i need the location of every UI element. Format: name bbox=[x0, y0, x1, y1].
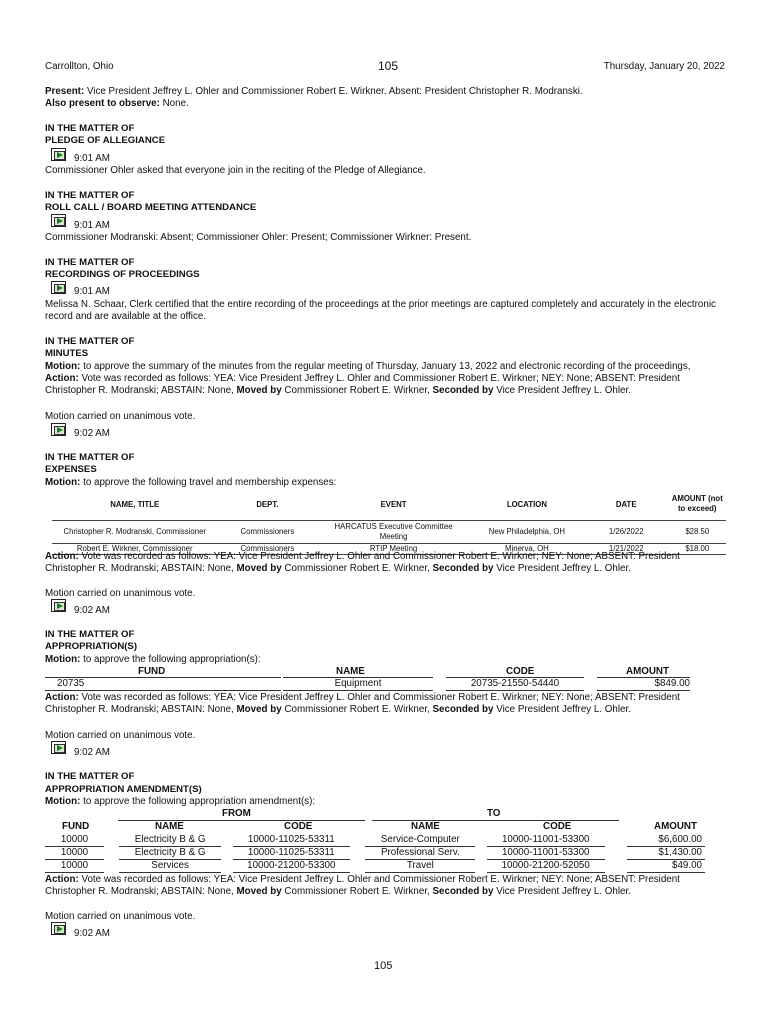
minutes-time: 9:02 AM bbox=[74, 428, 110, 439]
expenses-motion: Motion: to approve the following travel and membership expenses: bbox=[45, 477, 337, 488]
table-cell: Christopher R. Modranski, Commissioner bbox=[52, 520, 218, 543]
expenses-table bbox=[52, 489, 726, 555]
table-cell: 1/21/2022 bbox=[584, 543, 669, 554]
column-header: AMOUNT (not to exceed) bbox=[671, 494, 723, 514]
matter-label: IN THE MATTER OF bbox=[45, 629, 135, 640]
column-header: CODE bbox=[543, 821, 572, 832]
header-page-number: 105 bbox=[378, 59, 399, 73]
pledge-title: PLEDGE OF ALLEGIANCE bbox=[45, 135, 166, 146]
table-cell: New Philadelphia, OH bbox=[470, 520, 584, 543]
minutes-motion: Motion: to approve the summary of the minutes from the regular meeting of Thursday, January 13, 2022 and electronic recording of the proceedings, Action: Vote was recorded as follows: YEA: Vice President Jeffrey L. Ohler and Commissioner Robert E. Wirkner; NEY: None; ABSENT: President Christopher R. Modranski; ABSTAIN: None, Moved by Commissioner Robert E. Wirkner, Seconded by Vice President Jeffrey L. Ohler. bbox=[45, 361, 691, 396]
video-play-icon[interactable] bbox=[51, 922, 66, 935]
table-cell: 10000 bbox=[45, 859, 104, 872]
column-header: CODE bbox=[284, 821, 313, 832]
header-location: Carrollton, Ohio bbox=[45, 61, 114, 72]
column-header: DATE bbox=[615, 499, 637, 509]
appropriation-amount-cell: $849.00 bbox=[597, 677, 690, 691]
table-row bbox=[45, 846, 705, 859]
video-play-icon[interactable] bbox=[51, 423, 66, 436]
table-cell: 1/26/2022 bbox=[584, 520, 669, 543]
table-cell: Electricity B & G bbox=[119, 833, 221, 846]
table-row bbox=[45, 833, 705, 846]
video-play-icon[interactable] bbox=[51, 599, 66, 612]
expenses-time: 9:02 AM bbox=[74, 605, 110, 616]
appropriation-name-cell: Equipment bbox=[283, 677, 433, 691]
to-divider bbox=[372, 820, 619, 821]
appropriations-action: Action: Vote was recorded as follows: YEA: Vice President Jeffrey L. Ohler and Commissioner Robert E. Wirkner; NEY: None; ABSENT: President Christopher R. Modranski; ABSTAIN: None, Moved by Commissioner Robert E. Wirkner, Seconded by Vice President Jeffrey L. Ohler. bbox=[45, 692, 680, 715]
column-header: FUND bbox=[138, 666, 166, 677]
matter-label: IN THE MATTER OF bbox=[45, 190, 135, 201]
table-cell: HARCATUS Executive Committee Meeting bbox=[317, 520, 470, 543]
rollcall-time: 9:01 AM bbox=[74, 220, 110, 231]
table-cell: 10000-21200-53300 bbox=[233, 859, 351, 872]
table-cell: 10000-11025-53311 bbox=[233, 846, 351, 859]
minutes-title: MINUTES bbox=[45, 348, 89, 359]
column-header: NAME bbox=[336, 666, 365, 677]
present-line: Present: Vice President Jeffrey L. Ohler and Commissioner Robert E. Wirkner. Absent: President Christopher R. Modranski. bbox=[45, 86, 583, 97]
from-label: FROM bbox=[222, 808, 251, 819]
column-header: FUND bbox=[62, 821, 90, 832]
table-cell: $28.50 bbox=[669, 520, 727, 543]
table-cell: $49.00 bbox=[627, 859, 705, 872]
table-cell: RTIP Meeting bbox=[317, 543, 470, 554]
table-cell: $1,430.00 bbox=[627, 846, 705, 859]
minutes-carried: Motion carried on unanimous vote. bbox=[45, 411, 196, 422]
appropriation-code-cell: 20735-21550-54440 bbox=[446, 677, 584, 691]
video-play-icon[interactable] bbox=[51, 148, 66, 161]
amendments-time: 9:02 AM bbox=[74, 928, 110, 939]
table-cell: Services bbox=[119, 859, 221, 872]
table-cell: Minerva, OH bbox=[470, 543, 584, 554]
to-label: TO bbox=[487, 808, 501, 819]
amendments-carried: Motion carried on unanimous vote. bbox=[45, 911, 196, 922]
amendments-action: Action: Vote was recorded as follows: YEA: Vice President Jeffrey L. Ohler and Commissioner Robert E. Wirkner; NEY: None; ABSENT: President Christopher R. Modranski; ABSTAIN: None, Moved by Commissioner Robert E. Wirkner, Seconded by Vice President Jeffrey L. Ohler. bbox=[45, 874, 680, 897]
table-cell: $18.00 bbox=[669, 543, 727, 554]
rollcall-title: ROLL CALL / BOARD MEETING ATTENDANCE bbox=[45, 202, 257, 213]
table-cell: Commissioners bbox=[218, 520, 318, 543]
matter-label: IN THE MATTER OF bbox=[45, 452, 135, 463]
recordings-title: RECORDINGS OF PROCEEDINGS bbox=[45, 269, 200, 280]
column-header: EVENT bbox=[380, 499, 407, 509]
rollcall-text: Commissioner Modranski: Absent; Commissioner Ohler: Present; Commissioner Wirkner: Present. bbox=[45, 232, 472, 243]
appropriations-time: 9:02 AM bbox=[74, 747, 110, 758]
appropriations-motion: Motion: to approve the following appropriation(s): bbox=[45, 654, 261, 665]
table-row bbox=[45, 859, 705, 872]
table-cell: 10000 bbox=[45, 846, 104, 859]
table-cell: Travel bbox=[365, 859, 475, 872]
recordings-time: 9:01 AM bbox=[74, 286, 110, 297]
amendments-title: APPROPRIATION AMENDMENT(S) bbox=[45, 784, 202, 795]
appropriations-carried: Motion carried on unanimous vote. bbox=[45, 730, 196, 741]
amendments-motion: Motion: to approve the following appropriation amendment(s): bbox=[45, 796, 316, 807]
table-cell: 10000 bbox=[45, 833, 104, 846]
table-cell: 10000-11001-53300 bbox=[487, 846, 605, 859]
matter-label: IN THE MATTER OF bbox=[45, 257, 135, 268]
header-date: Thursday, January 20, 2022 bbox=[603, 61, 725, 72]
pledge-time: 9:01 AM bbox=[74, 153, 110, 164]
video-play-icon[interactable] bbox=[51, 281, 66, 294]
column-header: DEPT. bbox=[256, 499, 279, 509]
pledge-text: Commissioner Ohler asked that everyone join in the reciting of the Pledge of Allegiance. bbox=[45, 165, 426, 176]
matter-label: IN THE MATTER OF bbox=[45, 336, 135, 347]
also-present-line: Also present to observe: None. bbox=[45, 98, 189, 109]
column-header: NAME bbox=[155, 821, 184, 832]
appropriation-fund-cell: 20735 bbox=[45, 677, 281, 691]
expenses-carried: Motion carried on unanimous vote. bbox=[45, 588, 196, 599]
column-header: AMOUNT bbox=[654, 821, 697, 832]
table-cell: Electricity B & G bbox=[119, 846, 221, 859]
table-row bbox=[52, 520, 726, 543]
column-header: AMOUNT bbox=[626, 666, 669, 677]
column-header: NAME, TITLE bbox=[110, 499, 160, 509]
table-cell: 10000-11001-53300 bbox=[487, 833, 605, 846]
table-cell: $6,600.00 bbox=[627, 833, 705, 846]
appropriations-title: APPROPRIATION(S) bbox=[45, 641, 138, 652]
video-play-icon[interactable] bbox=[51, 214, 66, 227]
column-header: NAME bbox=[411, 821, 440, 832]
matter-label: IN THE MATTER OF bbox=[45, 123, 135, 134]
expenses-action: Action: Vote was recorded as follows: YEA: Vice President Jeffrey L. Ohler and Commissioner Robert E. Wirkner; NEY: None; ABSENT: President Christopher R. Modranski; ABSTAIN: None, Moved by Commissioner Robert E. Wirkner, Seconded by Vice President Jeffrey L. Ohler. bbox=[45, 551, 680, 574]
table-cell: Professional Serv. bbox=[365, 846, 475, 859]
expenses-header-row bbox=[52, 489, 726, 520]
table-cell: Service-Computer bbox=[365, 833, 475, 846]
column-header: CODE bbox=[506, 666, 535, 677]
column-header: LOCATION bbox=[506, 499, 547, 509]
footer-page-number: 105 bbox=[374, 960, 393, 972]
table-cell: 10000-21200-52050 bbox=[487, 859, 605, 872]
table-cell: Commissioners bbox=[218, 543, 318, 554]
table-cell: 10000-11025-53311 bbox=[233, 833, 351, 846]
expenses-title: EXPENSES bbox=[45, 464, 97, 475]
table-cell: Robert E. Wirkner, Commissioner bbox=[52, 543, 218, 554]
video-play-icon[interactable] bbox=[51, 741, 66, 754]
recordings-text: Melissa N. Schaar, Clerk certified that the entire recording of the proceedings at the prior meetings are captured completely and accurately in the electronic record and are available at the office. bbox=[45, 299, 716, 322]
amendments-table bbox=[45, 833, 705, 873]
matter-label: IN THE MATTER OF bbox=[45, 771, 135, 782]
